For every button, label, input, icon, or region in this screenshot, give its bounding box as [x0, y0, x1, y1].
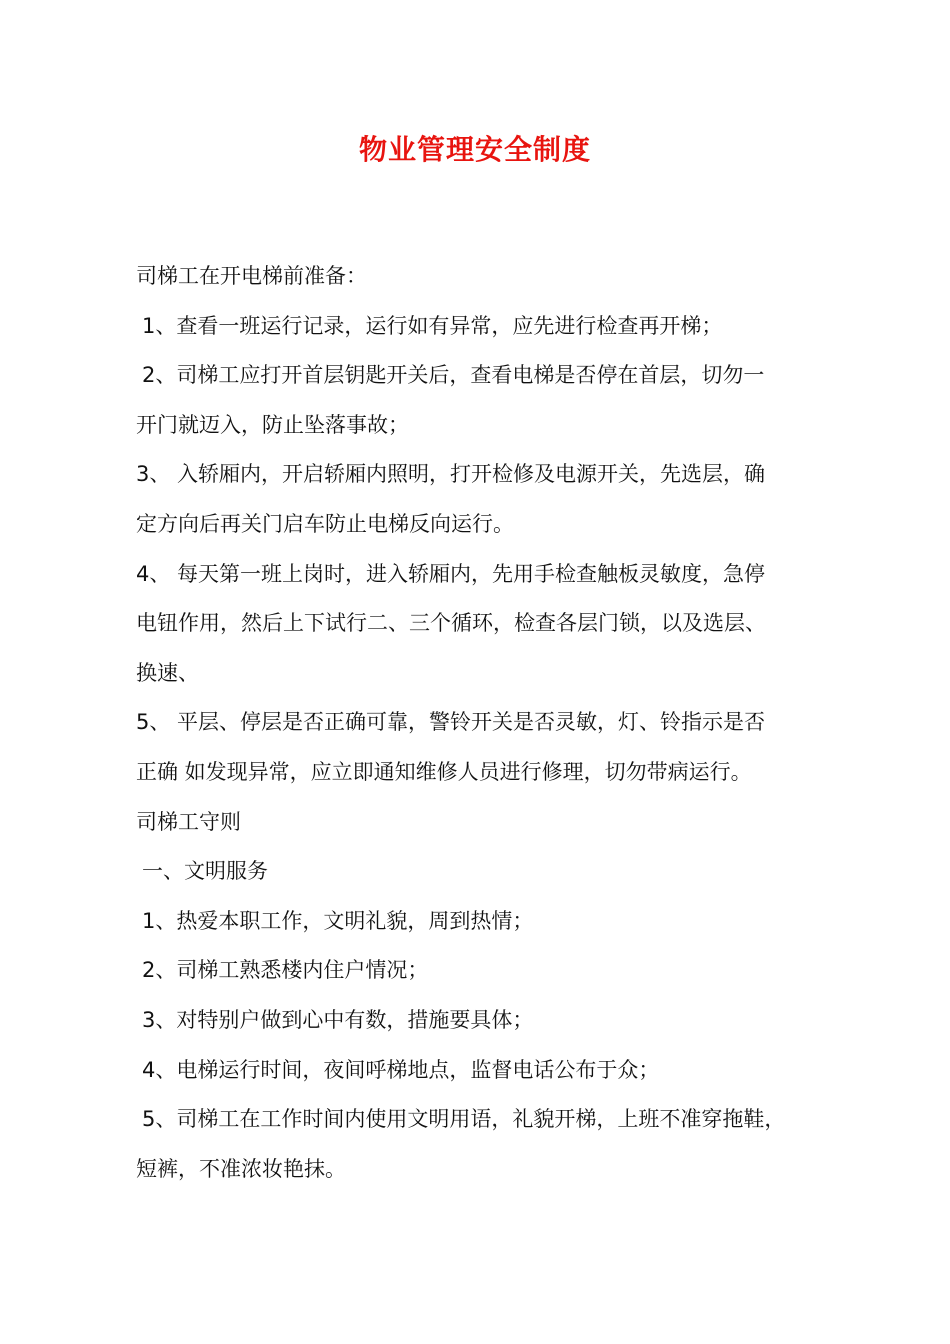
- subsection-heading-civil-service: 一、文明服务: [142, 859, 268, 884]
- paragraph-line: 2、司梯工熟悉楼内住户情况；: [142, 958, 429, 983]
- paragraph-line: 电钮作用，然后上下试行二、三个循环，检查各层门锁，以及选层、: [136, 611, 766, 636]
- paragraph-line: 定方向后再关门启车防止电梯反向运行。: [136, 511, 514, 536]
- section-heading-rules: 司梯工守则: [136, 809, 241, 834]
- document-title: 物业管理安全制度: [358, 133, 591, 166]
- paragraph-line: 正确 如发现异常，应立即通知维修人员进行修理，切勿带病运行。: [136, 759, 752, 784]
- paragraph-line: 2、司梯工应打开首层钥匙开关后，查看电梯是否停在首层，切勿一: [142, 363, 765, 388]
- section-heading-preparation: 司梯工在开电梯前准备：: [136, 264, 367, 288]
- paragraph-line: 3、 入轿厢内，开启轿厢内照明，打开检修及电源开关，先选层，确: [136, 462, 766, 487]
- paragraph-line: 1、热爱本职工作，文明礼貌，周到热情；: [142, 908, 534, 933]
- paragraph-line: 4、 每天第一班上岗时，进入轿厢内，先用手检查触板灵敏度，急停: [136, 561, 766, 586]
- document-body: [136, 252, 826, 1194]
- paragraph-line: 开门就迈入，防止坠落事故；: [136, 412, 409, 437]
- paragraph-line: 3、对特别户做到心中有数，措施要具体；: [142, 1007, 534, 1032]
- paragraph-line: 短裤，不准浓妆艳抹。: [136, 1156, 346, 1181]
- paragraph-line: 4、电梯运行时间，夜间呼梯地点，监督电话公布于众；: [142, 1057, 660, 1082]
- paragraph-line: 1、查看一班运行记录，运行如有异常，应先进行检查再开梯；: [142, 313, 723, 338]
- paragraph-line: 5、 平层、停层是否正确可靠，警铃开关是否灵敏，灯、铃指示是否: [136, 710, 766, 735]
- paragraph-line: 5、司梯工在工作时间内使用文明用语，礼貌开梯，上班不准穿拖鞋，: [142, 1107, 786, 1132]
- paragraph-line: 换速、: [136, 660, 199, 685]
